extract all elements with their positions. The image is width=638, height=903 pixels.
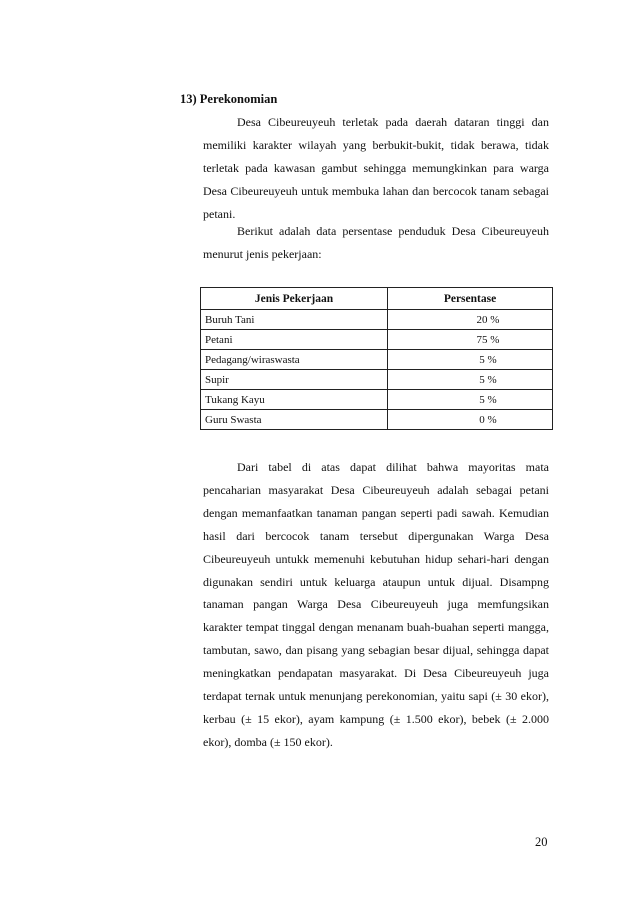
table-row bbox=[201, 370, 553, 390]
table-row bbox=[201, 410, 553, 430]
paragraph-analysis-text: Dari tabel di atas dapat dilihat bahwa mayoritas mata pencaharian masyarakat Desa Cibeureuyeuh adalah sebagai petani dengan memanfaatkan tanaman pangan seperti padi sawah. Kemudian hasil dari bercocok tanam tersebut dipergunakan Warga Desa Cibeureuyeuh untukk memenuhi kebutuhan hidup sehari-hari dengan digunakan sendiri untuk keluarga ataupun untuk dijual. Disampng tanaman pangan Warga Desa Cibeureuyeuh juga memfungsikan karakter tempat tinggal dengan menanam buah-buahan seperti mangga, tambutan, sawo, dan pisang yang sebagian besar dijual, sehingga dapat meningkatkan pendapatan masyarakat. Di Desa Cibeureuyeuh juga terdapat ternak untuk menunjang perekonomian, yaitu sapi (± 30 ekor), kerbau (± 15 ekor), ayam kampung (± 1.500 ekor), bebek (± 2.000 ekor), domba (± 150 ekor). bbox=[203, 460, 549, 749]
paragraph-intro bbox=[203, 111, 549, 226]
paragraph-table-intro-text: Berikut adalah data persentase penduduk Desa Cibeureuyeuh menurut jenis pekerjaan: bbox=[203, 224, 549, 261]
table-header-row bbox=[201, 288, 553, 310]
table-row bbox=[201, 390, 553, 410]
table-row bbox=[201, 330, 553, 350]
occupation-table bbox=[200, 287, 553, 430]
job-cell: Petani bbox=[201, 330, 388, 350]
job-cell: Supir bbox=[201, 370, 388, 390]
percent-cell: 5 % bbox=[388, 390, 553, 410]
page-number: 20 bbox=[535, 835, 548, 849]
percent-cell: 5 % bbox=[388, 370, 553, 390]
percent-cell: 75 % bbox=[388, 330, 553, 350]
percent-cell: 20 % bbox=[388, 310, 553, 330]
percent-cell: 0 % bbox=[388, 410, 553, 430]
paragraph-table-intro bbox=[203, 220, 549, 266]
job-cell: Tukang Kayu bbox=[201, 390, 388, 410]
job-cell: Guru Swasta bbox=[201, 410, 388, 430]
header-persentase: Persentase bbox=[388, 288, 553, 310]
percent-cell: 5 % bbox=[388, 350, 553, 370]
table-row bbox=[201, 350, 553, 370]
paragraph-intro-text: Desa Cibeureuyeuh terletak pada daerah dataran tinggi dan memiliki karakter wilayah yang berbukit-bukit, tidak berawa, tidak terletak pada kawasan gambut sehingga memungkinkan para warga Desa Cibeureuyeuh untuk membuka lahan dan bercocok tanam sebagai petani. bbox=[203, 115, 549, 221]
job-cell: Buruh Tani bbox=[201, 310, 388, 330]
header-jenis-pekerjaan: Jenis Pekerjaan bbox=[201, 288, 388, 310]
section-heading: 13) Perekonomian bbox=[180, 92, 278, 106]
paragraph-analysis bbox=[203, 456, 549, 754]
table-row bbox=[201, 310, 553, 330]
job-cell: Pedagang/wiraswasta bbox=[201, 350, 388, 370]
